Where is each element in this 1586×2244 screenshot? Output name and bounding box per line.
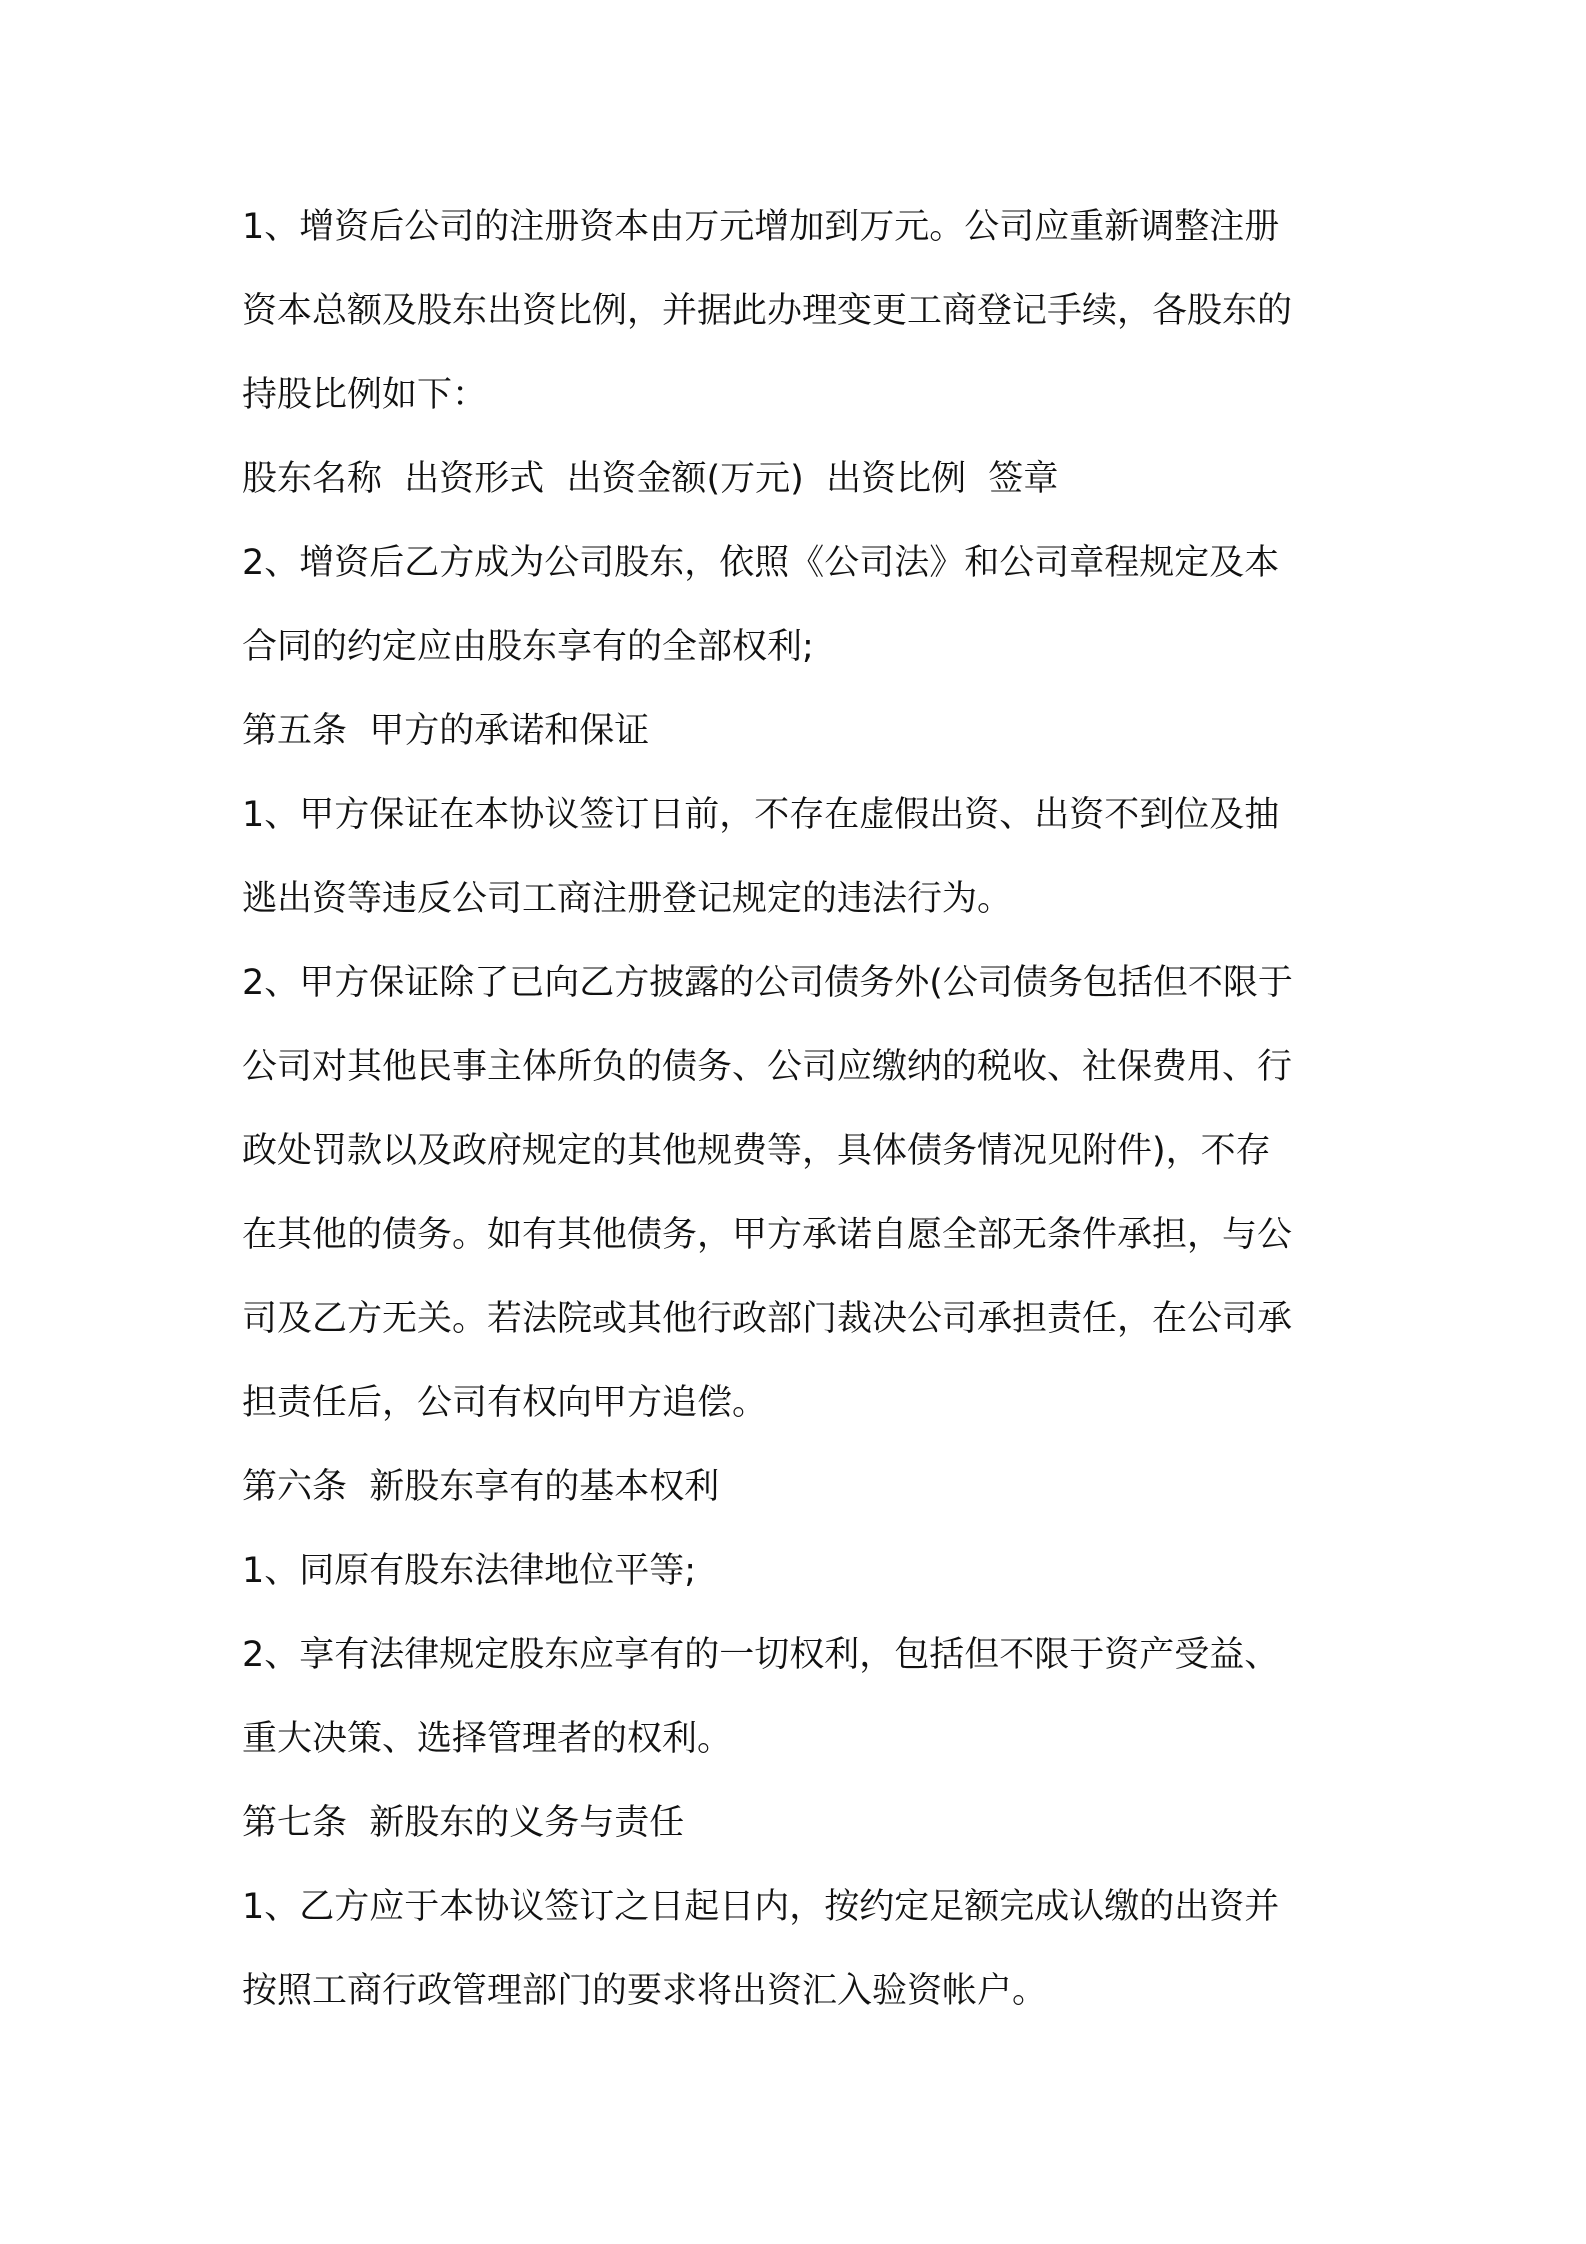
section-heading: 第五条 甲方的承诺和保证: [242, 711, 650, 751]
text-line: 持股比例如下：: [242, 375, 488, 415]
text-line: 1、乙方应于本协议签订之日起日内，按约定足额完成认缴的出资并: [242, 1887, 1280, 1927]
text-line: 公司对其他民事主体所负的债务、公司应缴纳的税收、社保费用、行: [242, 1047, 1293, 1087]
text-line: 2、增资后乙方成为公司股东，依照《公司法》和公司章程规定及本: [242, 543, 1280, 583]
text-line: 1、同原有股东法律地位平等;: [242, 1551, 697, 1591]
document-body: [242, 185, 1362, 2033]
text-line: 政处罚款以及政府规定的其他规费等，具体债务情况见附件)，不存: [242, 1131, 1271, 1171]
section-heading: 第七条 新股东的义务与责任: [242, 1803, 685, 1843]
text-line: 担责任后，公司有权向甲方追偿。: [242, 1383, 768, 1423]
text-line: 1、增资后公司的注册资本由万元增加到万元。公司应重新调整注册: [242, 207, 1280, 247]
text-line: 司及乙方无关。若法院或其他行政部门裁决公司承担责任，在公司承: [242, 1299, 1293, 1339]
table-header-line: 股东名称 出资形式 出资金额(万元) 出资比例 签章: [242, 459, 1059, 499]
text-line: 2、享有法律规定股东应享有的一切权利，包括但不限于资产受益、: [242, 1635, 1280, 1675]
text-line: 重大决策、选择管理者的权利。: [242, 1719, 733, 1759]
text-line: 按照工商行政管理部门的要求将出资汇入验资帐户。: [242, 1971, 1048, 2011]
text-line: 资本总额及股东出资比例，并据此办理变更工商登记手续，各股东的: [242, 291, 1293, 331]
section-heading: 第六条 新股东享有的基本权利: [242, 1467, 720, 1507]
text-line: 在其他的债务。如有其他债务，甲方承诺自愿全部无条件承担，与公: [242, 1215, 1293, 1255]
text-line: 1、甲方保证在本协议签订日前，不存在虚假出资、出资不到位及抽: [242, 795, 1280, 835]
text-line: 逃出资等违反公司工商注册登记规定的违法行为。: [242, 879, 1013, 919]
text-line: 合同的约定应由股东享有的全部权利;: [242, 627, 814, 667]
text-line: 2、甲方保证除了已向乙方披露的公司债务外(公司债务包括但不限于: [242, 963, 1293, 1003]
